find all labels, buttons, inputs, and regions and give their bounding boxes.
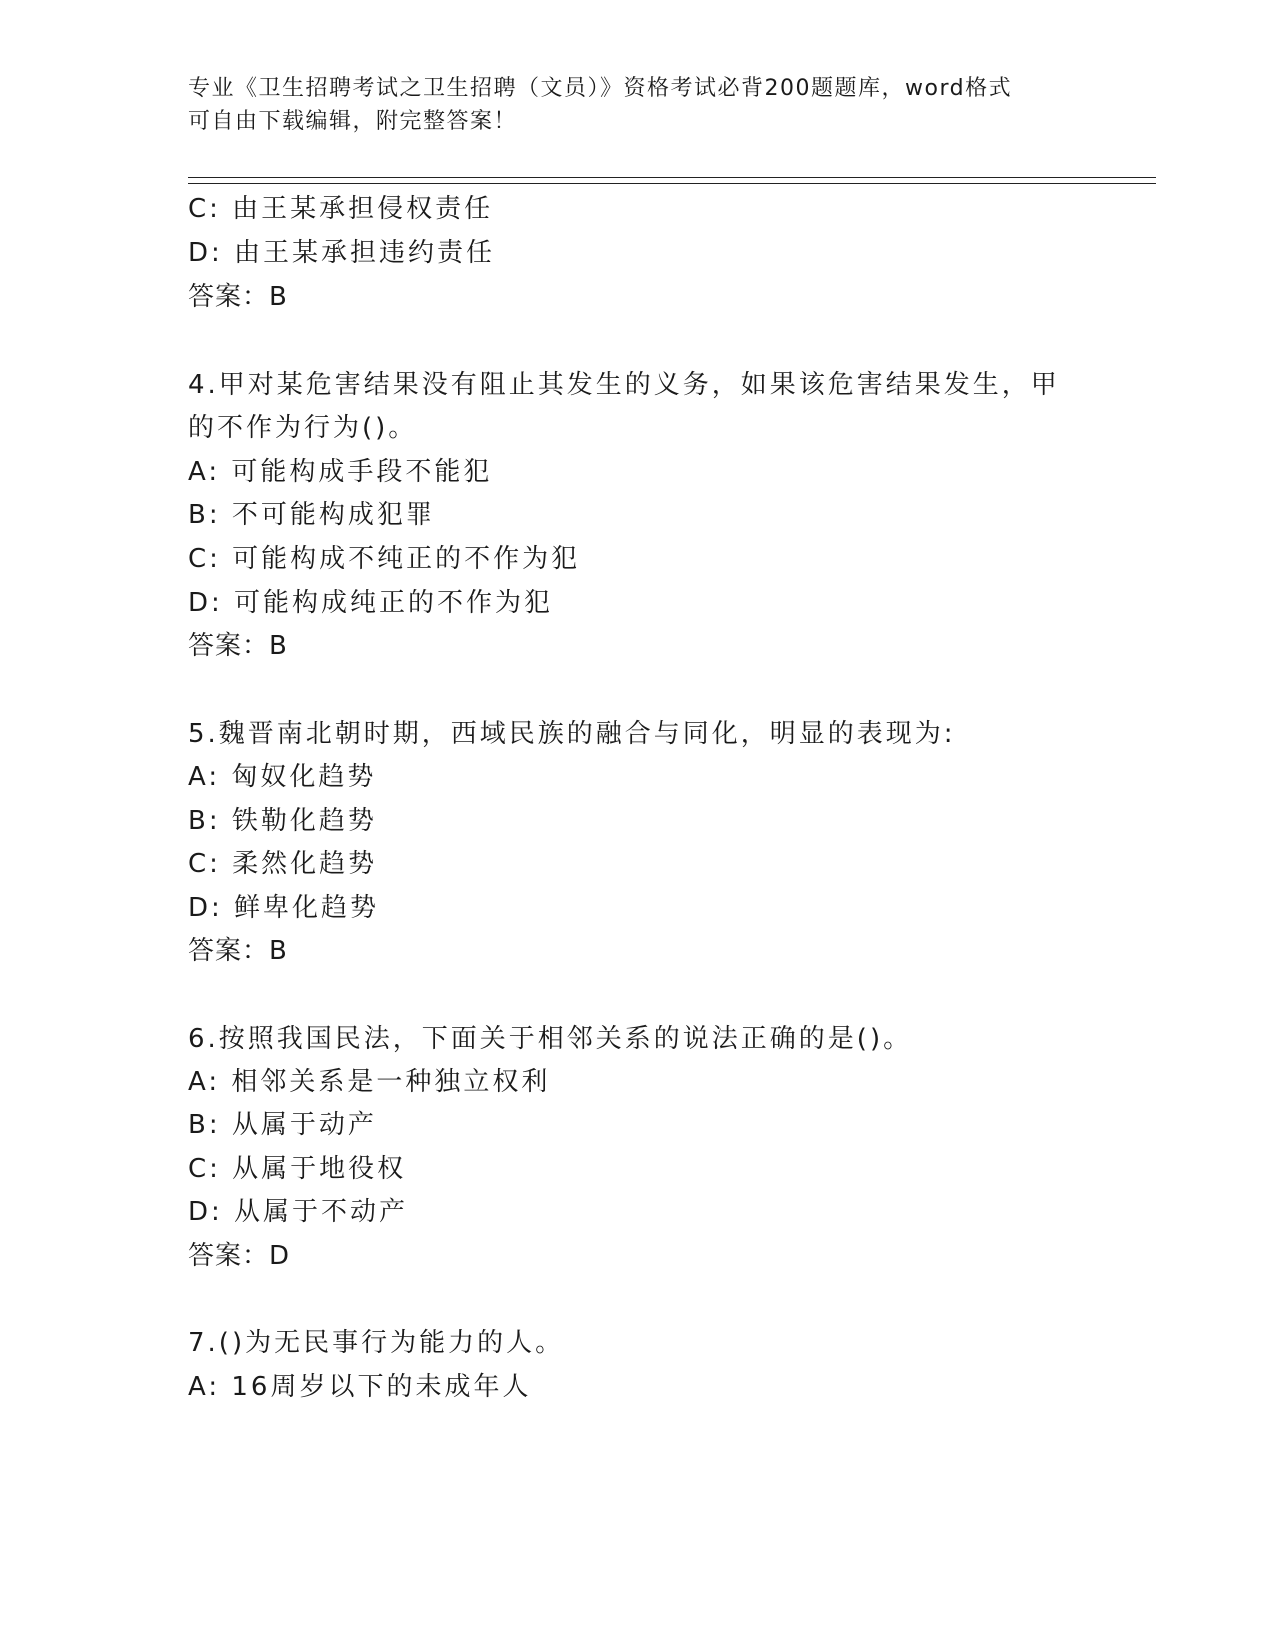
answer-line: 答案：D — [188, 1241, 291, 1271]
option-line: A: 相邻关系是一种独立权利 — [188, 1067, 551, 1097]
option-line: D: 鲜卑化趋势 — [188, 893, 380, 923]
option-line: B: 不可能构成犯罪 — [188, 500, 435, 530]
question-line: 7.()为无民事行为能力的人。 — [188, 1328, 565, 1358]
question-line: 的不作为行为()。 — [188, 413, 418, 443]
document-header — [188, 72, 1088, 138]
question-line: 4.甲对某危害结果没有阻止其发生的义务，如果该危害结果发生，甲 — [188, 370, 1060, 400]
question-line: 6.按照我国民法，下面关于相邻关系的说法正确的是()。 — [188, 1024, 913, 1054]
header-line-2: 可自由下载编辑，附完整答案！ — [188, 109, 518, 134]
option-line: A: 16周岁以下的未成年人 — [188, 1372, 532, 1402]
option-line: C: 从属于地役权 — [188, 1154, 407, 1184]
header-line-1: 专业《卫生招聘考试之卫生招聘（文员）》资格考试必背200题题库，word格式 — [188, 76, 1013, 101]
option-line: C: 可能构成不纯正的不作为犯 — [188, 544, 581, 574]
answer-line: 答案：B — [188, 936, 288, 966]
option-line: D: 可能构成纯正的不作为犯 — [188, 588, 554, 618]
answer-line: 答案：B — [188, 631, 288, 661]
answer-line: 答案：B — [188, 282, 288, 312]
option-line: C: 柔然化趋势 — [188, 849, 378, 879]
option-line: D: 从属于不动产 — [188, 1197, 409, 1227]
header-rule-top — [188, 177, 1156, 178]
option-line: B: 从属于动产 — [188, 1110, 377, 1140]
header-rule-bottom — [188, 183, 1156, 184]
option-line: A: 匈奴化趋势 — [188, 762, 377, 792]
option-line: C: 由王某承担侵权责任 — [188, 194, 494, 224]
option-line: D: 由王某承担违约责任 — [188, 238, 496, 268]
option-line: A: 可能构成手段不能犯 — [188, 457, 493, 487]
option-line: B: 铁勒化趋势 — [188, 806, 377, 836]
question-line: 5.魏晋南北朝时期，西域民族的融合与同化，明显的表现为: — [188, 719, 956, 749]
